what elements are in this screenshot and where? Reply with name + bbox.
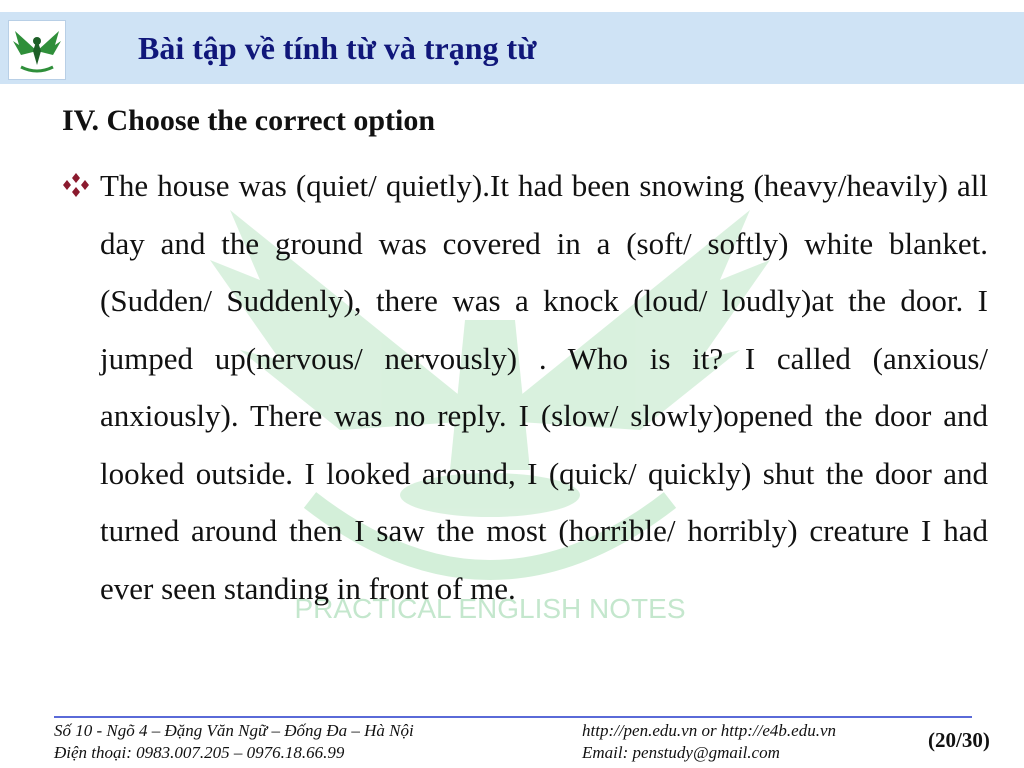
footer-phone: Điện thoại: 0983.007.205 – 0976.18.66.99 xyxy=(54,743,345,762)
eagle-wings-logo-icon xyxy=(9,21,65,79)
footer-email-link[interactable]: Email: penstudy@gmail.com xyxy=(582,743,780,762)
watermark-caption: PRACTICAL ENGLISH NOTES xyxy=(294,593,686,624)
footer-address: Số 10 - Ngõ 4 – Đặng Văn Ngữ – Đống Đa – Hà Nội xyxy=(54,721,414,740)
section-heading: IV. Choose the correct option xyxy=(62,104,436,137)
footer-divider xyxy=(54,716,972,718)
slide-title: Bài tập về tính từ và trạng từ xyxy=(138,30,537,66)
footer-website-link[interactable]: http://pen.edu.vn or http://e4b.edu.vn xyxy=(582,721,836,740)
four-diamond-bullet-icon xyxy=(62,172,90,198)
exercise-paragraph: The house was (quiet/ quietly).It had been snowing (heavy/heavily) all day and the ground was covered in a (soft/ softly) white blanket. (Sudden/ Suddenly), there was a knock (loud/ loudly)at the door. I jumped up(nervous/ nervously) . Who is it? I called (anxious/ anxiously). There was no reply. I (slow/ slowly)opened the door and looked outside. I looked around, I (quick/ quickly) shut the door and turned around then I saw the most (horrible/ horribly) creature I had ever seen standing in front of me. xyxy=(100,168,988,606)
page-number: (20/30) xyxy=(928,728,990,752)
logo xyxy=(8,20,66,80)
